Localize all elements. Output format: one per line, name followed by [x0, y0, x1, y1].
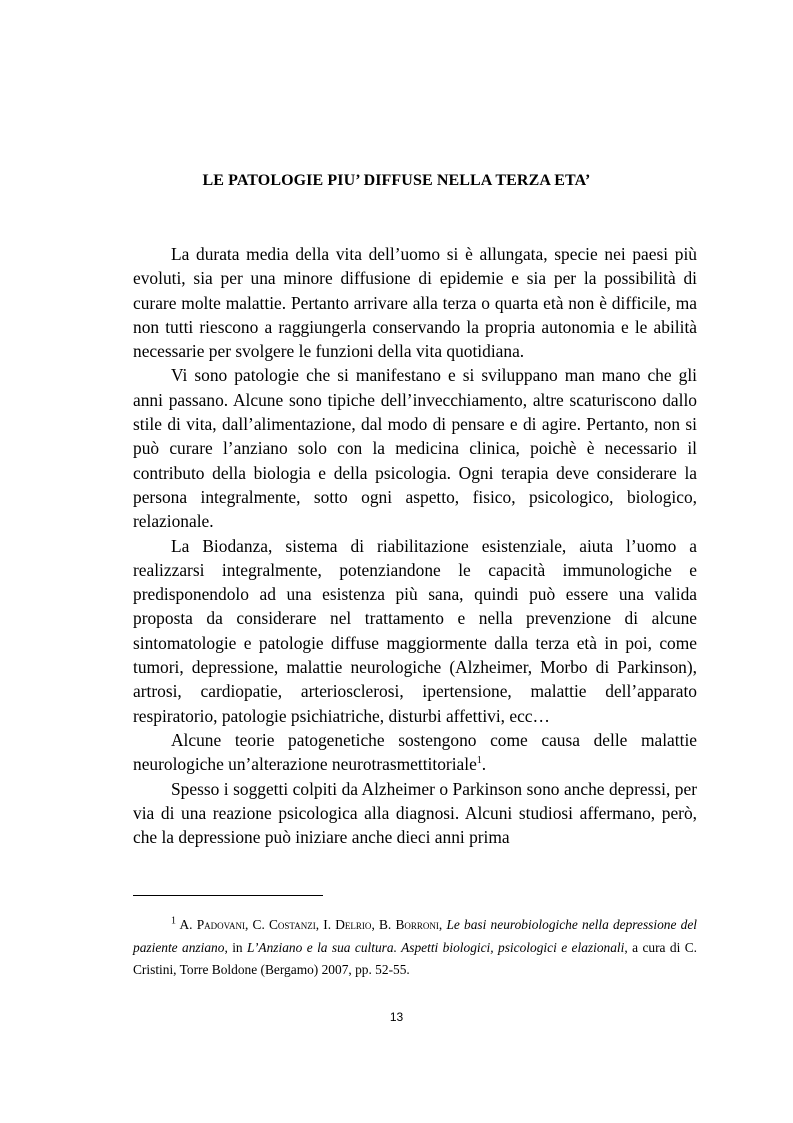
- footnote-author-2-initial: C.: [252, 917, 269, 932]
- footnote-separator: [133, 895, 323, 896]
- footnote-author-3-name: Delrio: [335, 917, 372, 932]
- body-text: [133, 242, 697, 849]
- footnote-author-1-name: Padovani: [196, 917, 245, 932]
- footnote-number: 1: [171, 915, 176, 927]
- paragraph-2: Vi sono patologie che si manifestano e si sviluppano man mano che gli anni passano. Alcune sono tipiche dell’invecchiamento, altre scaturiscono dallo stile di vita, dall’alimentazione, dal modo di pensare e di agire. Pertanto, non si può curare l’anziano solo con la medicina clinica, poichè è necessario il contributo della biologia e della psicologia. Ogni terapia deve considerare la persona integralmente, sotto ogni aspetto, fisico, psicologico, biologico, relazionale.: [133, 365, 697, 532]
- footnote-book: L’Anziano e la sua cultura. Aspetti biologici, psicologici e elazionali: [247, 939, 625, 955]
- footnote-in: , in: [224, 939, 248, 955]
- page-number: 13: [389, 1010, 404, 1024]
- footnote-author-2-name: Costanzi: [269, 917, 316, 932]
- footnote-author-3-initial: I.: [323, 917, 336, 932]
- paragraph-5: Spesso i soggetti colpiti da Alzheimer o Parkinson sono anche depressi, per via di una reazione psicologica alla diagnosi. Alcuni studiosi affermano, però, che la depressione può iniziare anche dieci anni prima: [133, 778, 697, 848]
- footnote-author-1-initial: A.: [179, 917, 197, 932]
- footnote-reference[interactable]: 1: [476, 755, 482, 767]
- paragraph-4-text: Alcune teorie patogenetiche sostengono come causa delle malattie neurologiche un’alterazione neurotrasmettitoriale: [133, 729, 697, 775]
- paragraph-4-end: .: [481, 754, 487, 775]
- footnote-author-4-initial: B.: [378, 917, 396, 932]
- paragraph-1: La durata media della vita dell’uomo si è allungata, specie nei paesi più evoluti, sia per una minore diffusione di epidemie e sia per la possibilità di curare molte malattie. Pertanto arrivare alla terza o quarta età non è difficile, ma non tutti riescono a raggiungerla conservando la propria autonomia e le abilità necessarie per svolgere le funzioni della vita quotidiana.: [133, 244, 697, 362]
- footnote-author-4-name: Borroni: [395, 917, 439, 932]
- footnote-title: Le basi neurobiologiche nella depressione del paziente anziano: [133, 917, 697, 955]
- paragraph-3: La Biodanza, sistema di riabilitazione esistenziale, aiuta l’uomo a realizzarsi integralmente, potenziandone le capacità immunologiche e predisponendolo ad una esistenza più sana, quindi può essere una valida proposta da considerare nel trattamento e nella prevenzione di alcune sintomatologie e patologie diffuse maggiormente dalla terza età in poi, come tumori, depressione, malattie neurologiche (Alzheimer, Morbo di Parkinson), artrosi, cardiopatie, arteriosclerosi, ipertensione, malattie dell’apparato respiratorio, patologie psichiatriche, disturbi affettivi, ecc…: [133, 535, 697, 726]
- footnote: $^1$ A. Padovani, C. Costanzi, I. Delrio, B. Borroni, Le basi neurobiologiche nella depressione del paziente anziano, in L’Anziano e la sua cultura. Aspetti biologici, psicologici e elazionali, a cura di C. Cristini, Torre Boldone (Bergamo) 2007, pp. 52-55.: [133, 915, 697, 977]
- paragraph-4: [133, 728, 697, 777]
- chapter-title: LE PATOLOGIE PIU’ DIFFUSE NELLA TERZA ETA’: [202, 172, 591, 189]
- footnote-rest: , a cura di C. Cristini, Torre Boldone (Bergamo) 2007, pp. 52-55.: [133, 939, 697, 977]
